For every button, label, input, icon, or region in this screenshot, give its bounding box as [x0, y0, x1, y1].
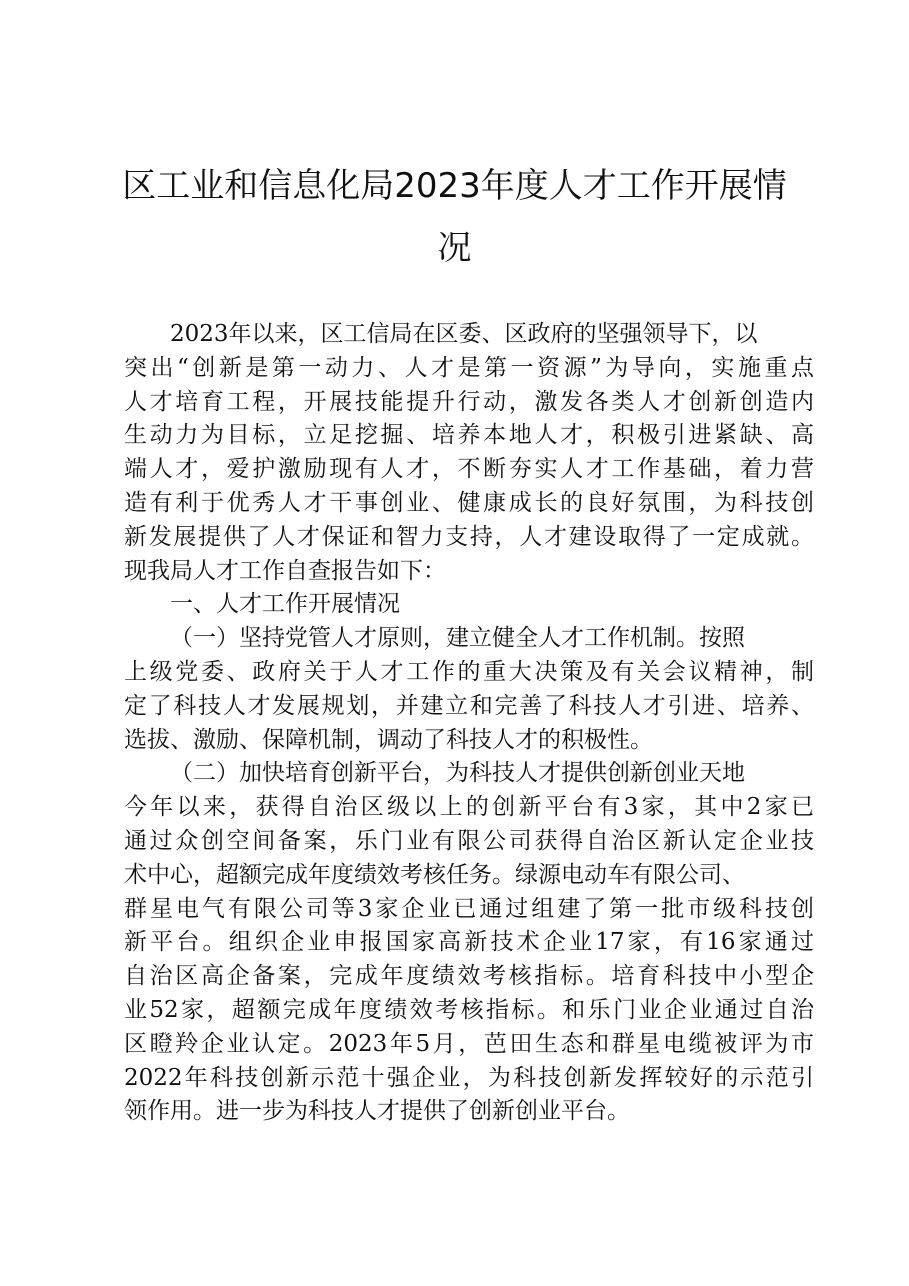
- paragraph-line: 通过众创空间备案，乐门业有限公司获得自治区新认定企业技: [124, 827, 814, 854]
- paragraph-line: 业52家，超额完成年度绩效考核指标。和乐门业企业通过自治: [124, 996, 814, 1023]
- paragraph-line: 自治区高企备案，完成年度绩效考核指标。培育科技中小型企: [124, 963, 814, 990]
- paragraph-line: 今年以来，获得自治区级以上的创新平台有3家，其中2家已: [124, 794, 814, 821]
- paragraph-line: 2023年以来，区工信局在区委、区政府的坚强领导下，以: [170, 321, 758, 347]
- paragraph-line: （二）加快培育创新平台，为科技人才提供创新创业天地: [170, 760, 745, 787]
- paragraph-line: 现我局人才工作自查报告如下：: [124, 557, 446, 584]
- paragraph-line: 术中心，超额完成年度绩效考核任务。绿源电动车有限公司、: [124, 861, 745, 888]
- paragraph-line: 选拔、激励、保障机制，调动了科技人才的积极性。: [124, 726, 653, 753]
- paragraph-line: 领作用。进一步为科技人才提供了创新创业平台。: [124, 1098, 630, 1125]
- paragraph-line: 人才培育工程，开展技能提升行动，激发各类人才创新创造内: [124, 388, 814, 415]
- document-body: [124, 318, 814, 1129]
- paragraph-line: 区瞪羚企业认定。2023年5月，芭田生态和群星电缆被评为市: [124, 1030, 814, 1057]
- document-title-line-2: 况: [437, 228, 472, 268]
- paragraph-line: 新平台。组织企业申报国家高新技术企业17家，有16家通过: [124, 929, 814, 956]
- paragraph-line: 端人才，爱护激励现有人才，不断夯实人才工作基础，着力营: [124, 456, 814, 483]
- paragraph-line: 突出“创新是第一动力、人才是第一资源”为导向，实施重点: [124, 354, 814, 381]
- paragraph-line: 造有利于优秀人才干事创业、健康成长的良好氛围，为科技创: [124, 489, 814, 516]
- paragraph-line: 上级党委、政府关于人才工作的重大决策及有关会议精神，制: [124, 658, 814, 685]
- paragraph-line: 定了科技人才发展规划，并建立和完善了科技人才引进、培养、: [124, 692, 814, 719]
- paragraph-line: （一）坚持党管人才原则，建立健全人才工作机制。按照: [170, 625, 745, 652]
- paragraph-line: 群星电气有限公司等3家企业已通过组建了第一批市级科技创: [124, 895, 814, 922]
- paragraph-line: 新发展提供了人才保证和智力支持，人才建设取得了一定成就。: [124, 523, 814, 550]
- section-heading: 一、人才工作开展情况: [170, 591, 400, 618]
- paragraph-line: 生动力为目标，立足挖掘、培养本地人才，积极引进紧缺、高: [124, 422, 814, 449]
- paragraph-line: 2022年科技创新示范十强企业，为科技创新发挥较好的示范引: [124, 1064, 814, 1091]
- document-title-line-1: 区工业和信息化局2023年度人才工作开展情: [122, 166, 787, 206]
